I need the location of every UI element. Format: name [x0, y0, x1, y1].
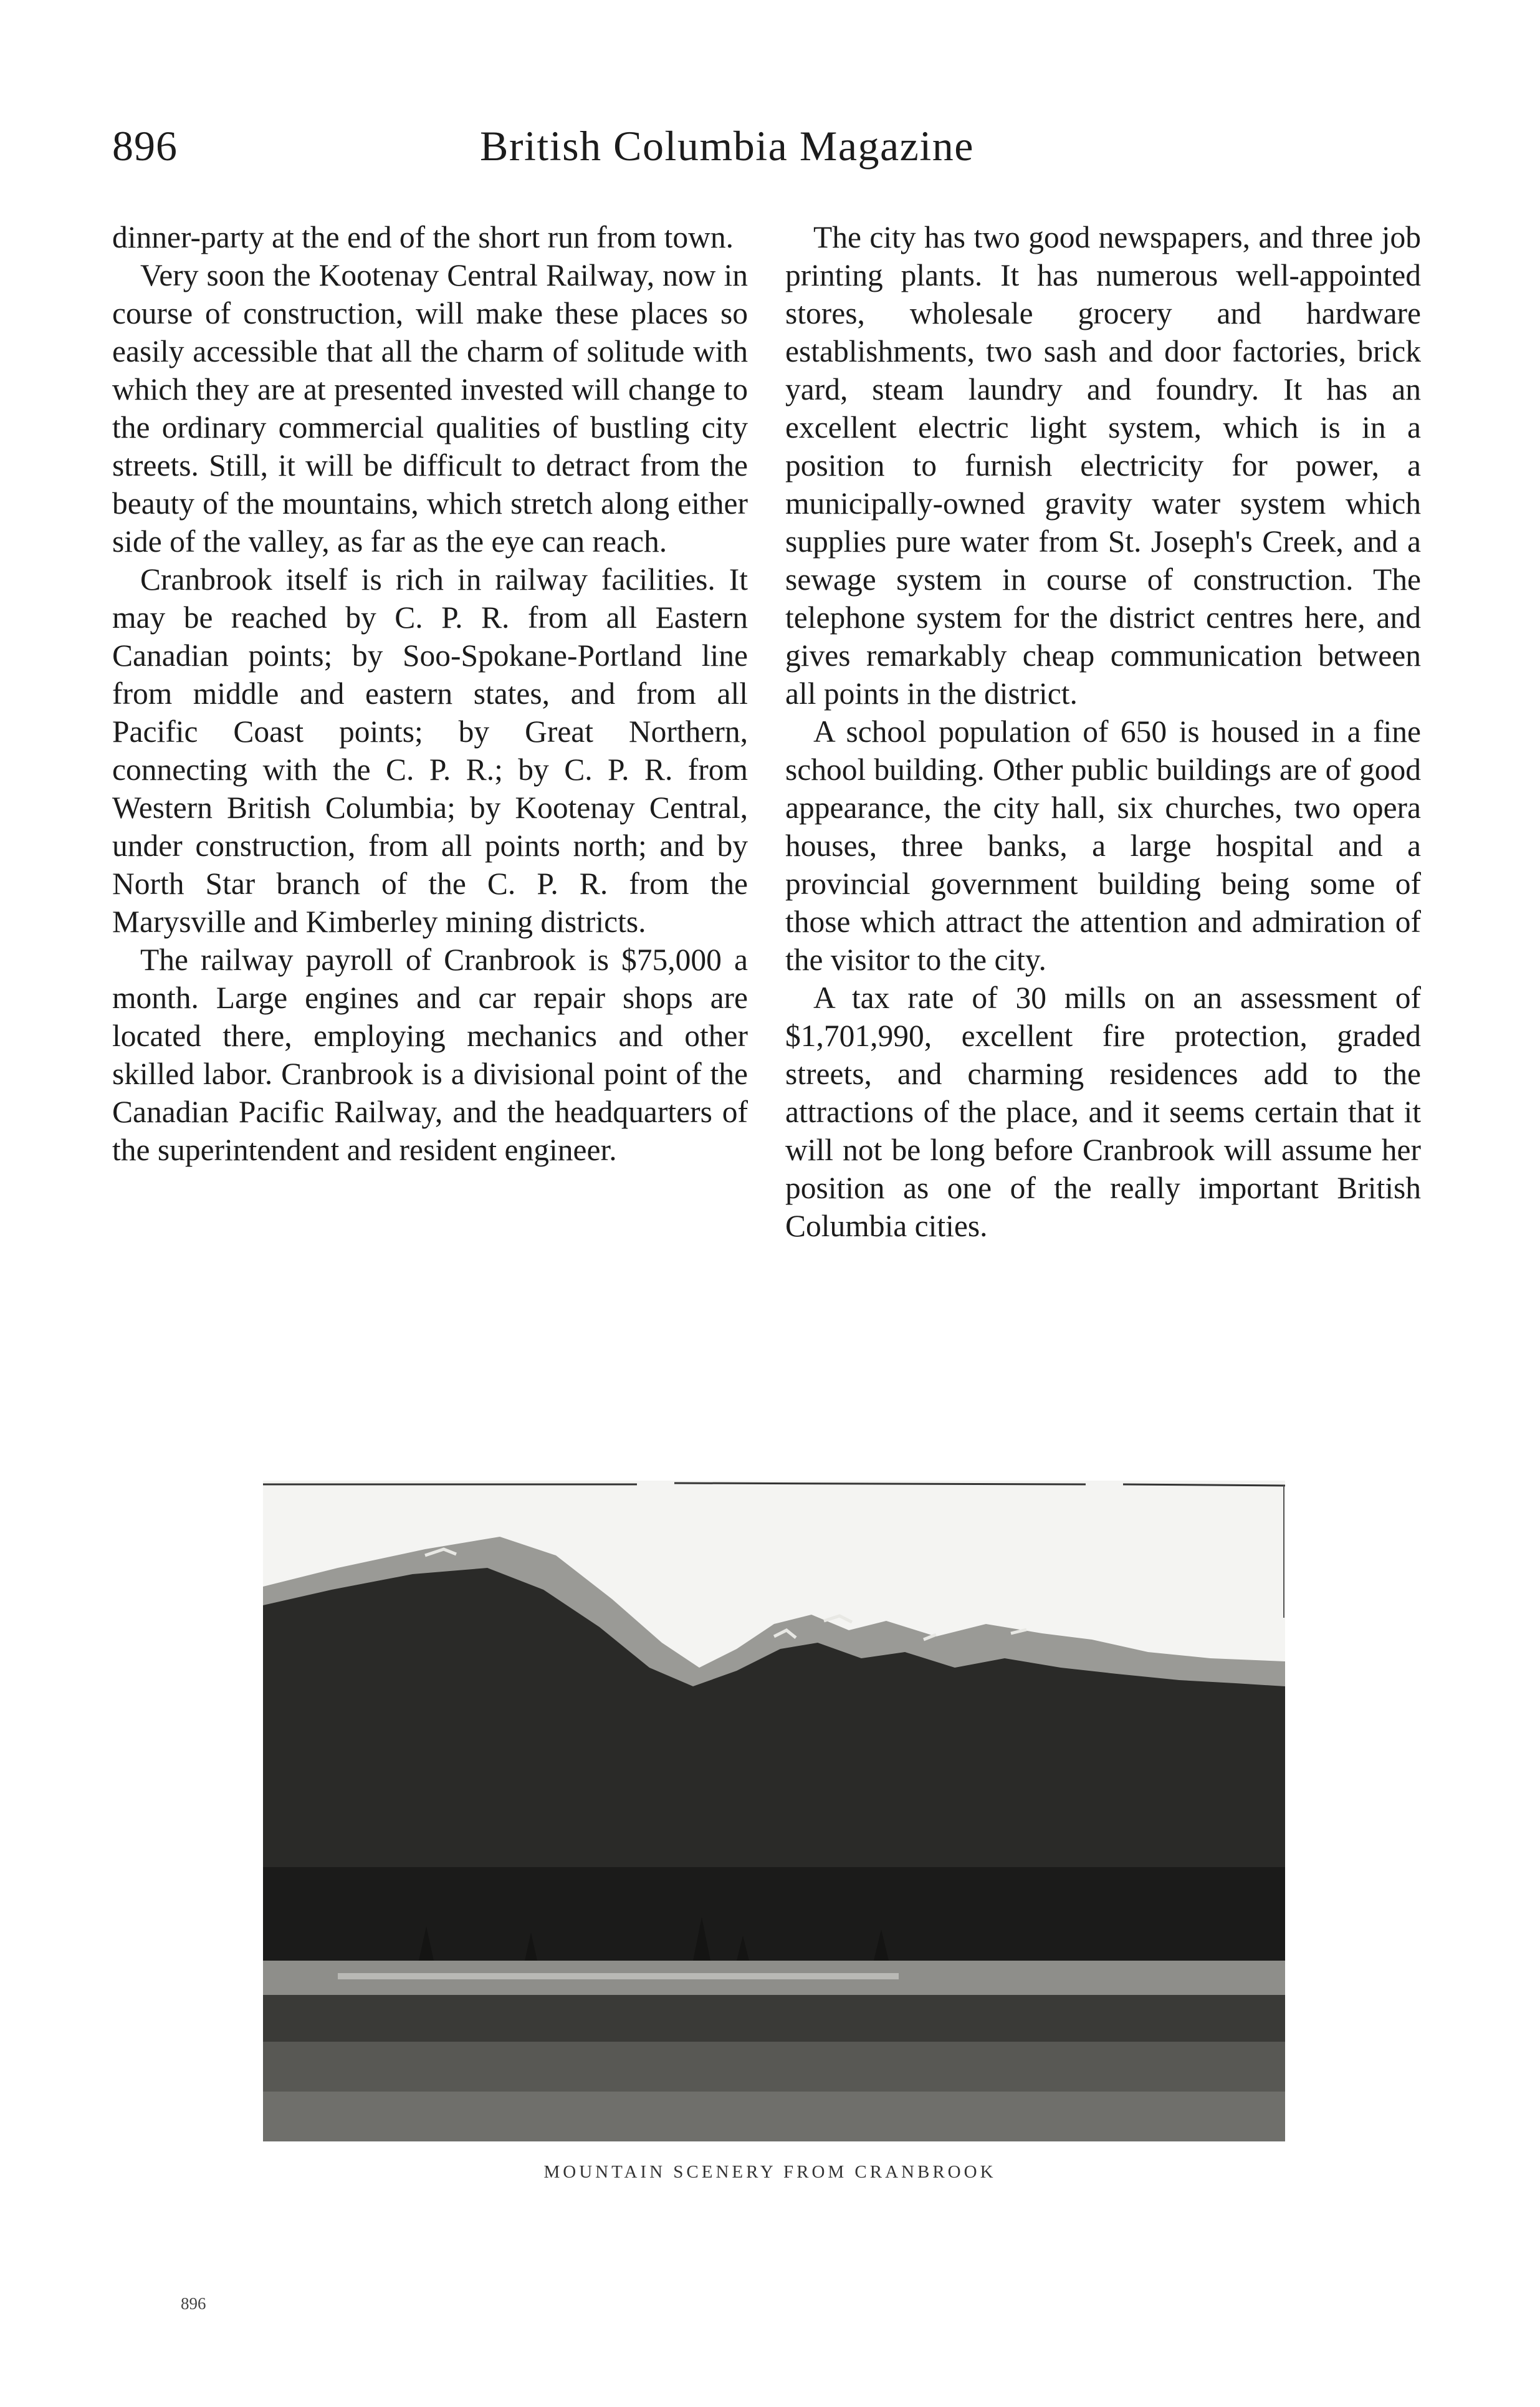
mountain-landscape-image [263, 1481, 1285, 2141]
mountain-photo [263, 1481, 1285, 2141]
running-title: British Columbia Magazine [480, 122, 974, 170]
page-number: 896 [112, 122, 178, 170]
paragraph: dinner-party at the end of the short run from town. [112, 220, 734, 254]
paragraph: A tax rate of 30 mills on an assessment of $1,701,990, excellent fire protection, graded streets, and charming residences add to the attractions of the place, and it seems certain that it will not be long before Cranbrook will assume her position as one of the really important British Columbia cities. [785, 981, 1421, 1243]
paragraph: A school population of 650 is housed in a fine school building. Other public buildings are of good appearance, the city hall, six churches, two opera houses, three banks, a large hospital and a provincial government building being some of those which attract the attention and admiration of the visitor to the city. [785, 714, 1421, 977]
photo-caption: MOUNTAIN SCENERY FROM CRANBROOK [543, 2162, 997, 2182]
right-column [785, 218, 1421, 1245]
paragraph: The railway payroll of Cranbrook is $75,000 a month. Large engines and car repair shops are located there, employing mechanics and other skilled labor. Cranbrook is a divisional point of the Canadian Pacific Railway, and the headquarters of the superintendent and resident engineer. [112, 943, 748, 1167]
footer-page-number: 896 [181, 2294, 206, 2313]
paragraph: Cranbrook itself is rich in railway facilities. It may be reached by C. P. R. from all Eastern Canadian points; by Soo-Spokane-Portland line from middle and eastern states, and from all Pacific Coast points; by Great Northern, connecting with the C. P. R.; by C. P. R. from Western British Columbia; by Kootenay Central, under construction, from all points north; and by North Star branch of the C. P. R. from the Marysville and Kimberley mining districts. [112, 562, 748, 939]
paragraph: The city has two good newspapers, and three job printing plants. It has numerous well-appointed stores, wholesale grocery and hardware establishments, two sash and door factories, brick yard, steam laundry and foundry. It has an excellent electric light system, which is in a position to furnish electricity for power, a municipally-owned gravity water system which supplies pure water from St. Joseph's Creek, and a sewage system in course of construction. The telephone system for the district centres here, and gives remarkably cheap communication between all points in the district. [785, 220, 1421, 711]
page-header [112, 122, 1016, 190]
left-column [112, 218, 748, 1169]
paragraph: Very soon the Kootenay Central Railway, now in course of construction, will make these places so easily accessible that all the charm of solitude with which they are at presented invested will change to the ordinary commercial qualities of bustling city streets. Still, it will be difficult to detract from the beauty of the mountains, which stretch along either side of the valley, as far as the eye can reach. [112, 258, 748, 559]
